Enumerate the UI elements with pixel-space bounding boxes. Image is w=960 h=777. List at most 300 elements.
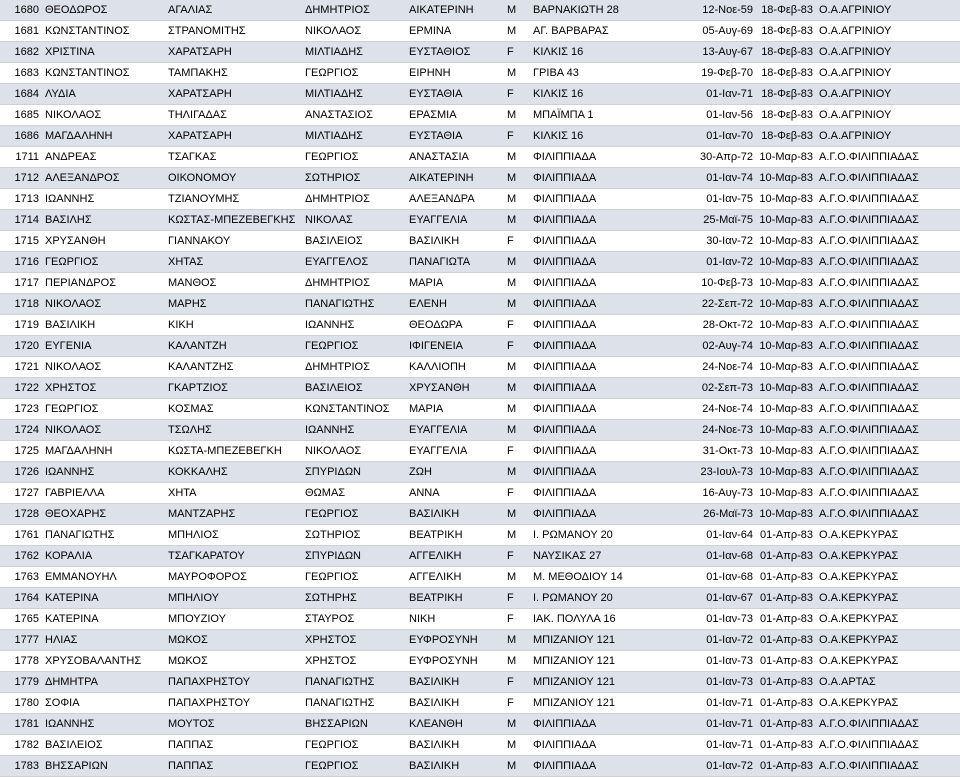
address-cell[interactable]: ΦΙΛΙΠΠΙΑΔΑ <box>530 756 678 777</box>
mother-name-cell[interactable]: ΕΙΡΗΝΗ <box>406 63 504 84</box>
office-cell[interactable]: Α.Γ.Ο.ΦΙΛΙΠΠΙΑΔΑΣ <box>816 147 960 168</box>
first-name-cell[interactable]: ΕΥΓΕΝΙΑ <box>42 336 165 357</box>
father-name-cell[interactable]: ΣΠΥΡΙΔΩΝ <box>302 462 406 483</box>
mother-name-cell[interactable]: ΖΩΗ <box>406 462 504 483</box>
registration-date-cell[interactable]: 01-Απρ-83 <box>756 525 816 546</box>
office-cell[interactable]: Α.Γ.Ο.ΦΙΛΙΠΠΙΑΔΑΣ <box>816 252 960 273</box>
first-name-cell[interactable]: ΒΗΣΣΑΡΙΩΝ <box>42 756 165 777</box>
registration-date-cell[interactable]: 10-Μαρ-83 <box>756 273 816 294</box>
last-name-cell[interactable]: ΜΠΗΛΙΟΣ <box>165 525 302 546</box>
office-cell[interactable]: Α.Γ.Ο.ΦΙΛΙΠΠΙΑΔΑΣ <box>816 168 960 189</box>
last-name-cell[interactable]: ΤΗΛΙΓΑΔΑΣ <box>165 105 302 126</box>
gender-cell[interactable]: M <box>504 378 530 399</box>
mother-name-cell[interactable]: ΒΕΑΤΡΙΚΗ <box>406 525 504 546</box>
registration-date-cell[interactable]: 18-Φεβ-83 <box>756 126 816 147</box>
gender-cell[interactable]: F <box>504 42 530 63</box>
id-cell[interactable]: 1762 <box>0 546 42 567</box>
last-name-cell[interactable]: ΜΩΚΟΣ <box>165 651 302 672</box>
office-cell[interactable]: Α.Γ.Ο.ΦΙΛΙΠΠΙΑΔΑΣ <box>816 504 960 525</box>
gender-cell[interactable]: F <box>504 672 530 693</box>
mother-name-cell[interactable]: ΕΡΑΣΜΙΑ <box>406 105 504 126</box>
birth-date-cell[interactable]: 24-Νοε-74 <box>678 357 756 378</box>
first-name-cell[interactable]: ΝΙΚΟΛΑΟΣ <box>42 105 165 126</box>
father-name-cell[interactable]: ΣΤΑΥΡΟΣ <box>302 609 406 630</box>
registration-date-cell[interactable]: 01-Απρ-83 <box>756 756 816 777</box>
address-cell[interactable]: ΦΙΛΙΠΠΙΑΔΑ <box>530 714 678 735</box>
father-name-cell[interactable]: ΔΗΜΗΤΡΙΟΣ <box>302 273 406 294</box>
birth-date-cell[interactable]: 01-Ιαν-72 <box>678 252 756 273</box>
id-cell[interactable]: 1711 <box>0 147 42 168</box>
father-name-cell[interactable]: ΜΙΛΤΙΑΔΗΣ <box>302 42 406 63</box>
gender-cell[interactable]: M <box>504 420 530 441</box>
office-cell[interactable]: Α.Γ.Ο.ΦΙΛΙΠΠΙΑΔΑΣ <box>816 420 960 441</box>
id-cell[interactable]: 1728 <box>0 504 42 525</box>
last-name-cell[interactable]: ΜΑΡΗΣ <box>165 294 302 315</box>
birth-date-cell[interactable]: 01-Ιαν-71 <box>678 735 756 756</box>
id-cell[interactable]: 1781 <box>0 714 42 735</box>
id-cell[interactable]: 1763 <box>0 567 42 588</box>
last-name-cell[interactable]: ΚΟΚΚΑΛΗΣ <box>165 462 302 483</box>
id-cell[interactable]: 1727 <box>0 483 42 504</box>
gender-cell[interactable]: M <box>504 252 530 273</box>
registration-date-cell[interactable]: 10-Μαρ-83 <box>756 462 816 483</box>
birth-date-cell[interactable]: 01-Ιαν-71 <box>678 693 756 714</box>
last-name-cell[interactable]: ΚΩΣΤΑ-ΜΠΕΖΕΒΕΓΚΗ <box>165 441 302 462</box>
registration-date-cell[interactable]: 01-Απρ-83 <box>756 609 816 630</box>
birth-date-cell[interactable]: 25-Μαϊ-75 <box>678 210 756 231</box>
address-cell[interactable]: ΦΙΛΙΠΠΙΑΔΑ <box>530 378 678 399</box>
id-cell[interactable]: 1686 <box>0 126 42 147</box>
id-cell[interactable]: 1780 <box>0 693 42 714</box>
birth-date-cell[interactable]: 01-Ιαν-72 <box>678 756 756 777</box>
last-name-cell[interactable]: ΠΑΠΠΑΣ <box>165 756 302 777</box>
registration-date-cell[interactable]: 10-Μαρ-83 <box>756 231 816 252</box>
address-cell[interactable]: ΦΙΛΙΠΠΙΑΔΑ <box>530 441 678 462</box>
father-name-cell[interactable]: ΚΩΝΣΤΑΝΤΙΝΟΣ <box>302 399 406 420</box>
address-cell[interactable]: ΦΙΛΙΠΠΙΑΔΑ <box>530 483 678 504</box>
last-name-cell[interactable]: ΤΣΩΛΗΣ <box>165 420 302 441</box>
birth-date-cell[interactable]: 01-Ιαν-74 <box>678 168 756 189</box>
first-name-cell[interactable]: ΕΜΜΑΝΟΥΗΛ <box>42 567 165 588</box>
mother-name-cell[interactable]: ΒΑΣΙΛΙΚΗ <box>406 672 504 693</box>
address-cell[interactable]: ΚΙΛΚΙΣ 16 <box>530 126 678 147</box>
birth-date-cell[interactable]: 30-Απρ-72 <box>678 147 756 168</box>
office-cell[interactable]: Ο.Α.ΚΕΡΚΥΡΑΣ <box>816 630 960 651</box>
first-name-cell[interactable]: ΚΩΝΣΤΑΝΤΙΝΟΣ <box>42 21 165 42</box>
father-name-cell[interactable]: ΒΑΣΙΛΕΙΟΣ <box>302 231 406 252</box>
last-name-cell[interactable]: ΜΟΥΤΟΣ <box>165 714 302 735</box>
gender-cell[interactable]: M <box>504 756 530 777</box>
father-name-cell[interactable]: ΠΑΝΑΓΙΩΤΗΣ <box>302 672 406 693</box>
registration-date-cell[interactable]: 10-Μαρ-83 <box>756 441 816 462</box>
first-name-cell[interactable]: ΔΗΜΗΤΡΑ <box>42 672 165 693</box>
gender-cell[interactable]: M <box>504 105 530 126</box>
first-name-cell[interactable]: ΚΑΤΕΡΙΝΑ <box>42 588 165 609</box>
office-cell[interactable]: Ο.Α.ΚΕΡΚΥΡΑΣ <box>816 567 960 588</box>
id-cell[interactable]: 1779 <box>0 672 42 693</box>
last-name-cell[interactable]: ΚΙΚΗ <box>165 315 302 336</box>
first-name-cell[interactable]: ΜΑΓΔΑΛΗΝΗ <box>42 126 165 147</box>
office-cell[interactable]: Α.Γ.Ο.ΦΙΛΙΠΠΙΑΔΑΣ <box>816 210 960 231</box>
registration-date-cell[interactable]: 01-Απρ-83 <box>756 735 816 756</box>
registration-date-cell[interactable]: 10-Μαρ-83 <box>756 189 816 210</box>
office-cell[interactable]: Α.Γ.Ο.ΦΙΛΙΠΠΙΑΔΑΣ <box>816 231 960 252</box>
gender-cell[interactable]: F <box>504 231 530 252</box>
registration-date-cell[interactable]: 18-Φεβ-83 <box>756 0 816 21</box>
mother-name-cell[interactable]: ΒΕΑΤΡΙΚΗ <box>406 588 504 609</box>
mother-name-cell[interactable]: ΠΑΝΑΓΙΩΤΑ <box>406 252 504 273</box>
first-name-cell[interactable]: ΚΑΤΕΡΙΝΑ <box>42 609 165 630</box>
id-cell[interactable]: 1724 <box>0 420 42 441</box>
birth-date-cell[interactable]: 01-Ιαν-75 <box>678 189 756 210</box>
father-name-cell[interactable]: ΧΡΗΣΤΟΣ <box>302 651 406 672</box>
office-cell[interactable]: Ο.Α.ΑΓΡΙΝΙΟΥ <box>816 63 960 84</box>
father-name-cell[interactable]: ΣΩΤΗΡΙΟΣ <box>302 525 406 546</box>
registration-date-cell[interactable]: 10-Μαρ-83 <box>756 399 816 420</box>
office-cell[interactable]: Ο.Α.ΚΕΡΚΥΡΑΣ <box>816 609 960 630</box>
registration-date-cell[interactable]: 18-Φεβ-83 <box>756 105 816 126</box>
father-name-cell[interactable]: ΝΙΚΟΛΑΟΣ <box>302 441 406 462</box>
id-cell[interactable]: 1716 <box>0 252 42 273</box>
father-name-cell[interactable]: ΔΗΜΗΤΡΙΟΣ <box>302 357 406 378</box>
registration-date-cell[interactable]: 18-Φεβ-83 <box>756 84 816 105</box>
office-cell[interactable]: Α.Γ.Ο.ΦΙΛΙΠΠΙΑΔΑΣ <box>816 756 960 777</box>
father-name-cell[interactable]: ΓΕΩΡΓΙΟΣ <box>302 63 406 84</box>
last-name-cell[interactable]: ΓΚΑΡΤΖΙΟΣ <box>165 378 302 399</box>
first-name-cell[interactable]: ΗΛΙΑΣ <box>42 630 165 651</box>
mother-name-cell[interactable]: ΑΙΚΑΤΕΡΙΝΗ <box>406 0 504 21</box>
registration-date-cell[interactable]: 10-Μαρ-83 <box>756 252 816 273</box>
father-name-cell[interactable]: ΓΕΩΡΓΙΟΣ <box>302 336 406 357</box>
father-name-cell[interactable]: ΕΥΑΓΓΕΛΟΣ <box>302 252 406 273</box>
father-name-cell[interactable]: ΙΩΑΝΝΗΣ <box>302 420 406 441</box>
last-name-cell[interactable]: ΜΩΚΟΣ <box>165 630 302 651</box>
first-name-cell[interactable]: ΝΙΚΟΛΑΟΣ <box>42 420 165 441</box>
address-cell[interactable]: ΦΙΛΙΠΠΙΑΔΑ <box>530 399 678 420</box>
registration-date-cell[interactable]: 10-Μαρ-83 <box>756 336 816 357</box>
office-cell[interactable]: Ο.Α.ΑΓΡΙΝΙΟΥ <box>816 0 960 21</box>
last-name-cell[interactable]: ΤΣΑΓΚΑΣ <box>165 147 302 168</box>
registration-date-cell[interactable]: 18-Φεβ-83 <box>756 42 816 63</box>
mother-name-cell[interactable]: ΕΥΣΤΑΘΙΑ <box>406 84 504 105</box>
gender-cell[interactable]: M <box>504 462 530 483</box>
last-name-cell[interactable]: ΓΙΑΝΝΑΚΟΥ <box>165 231 302 252</box>
father-name-cell[interactable]: ΔΗΜΗΤΡΙΟΣ <box>302 0 406 21</box>
address-cell[interactable]: ΦΙΛΙΠΠΙΑΔΑ <box>530 420 678 441</box>
address-cell[interactable]: ΦΙΛΙΠΠΙΑΔΑ <box>530 252 678 273</box>
birth-date-cell[interactable]: 01-Ιαν-71 <box>678 84 756 105</box>
registration-date-cell[interactable]: 01-Απρ-83 <box>756 588 816 609</box>
first-name-cell[interactable]: ΘΕΟΧΑΡΗΣ <box>42 504 165 525</box>
mother-name-cell[interactable]: ΕΥΑΓΓΕΛΙΑ <box>406 210 504 231</box>
gender-cell[interactable]: M <box>504 294 530 315</box>
father-name-cell[interactable]: ΓΕΩΡΓΙΟΣ <box>302 147 406 168</box>
birth-date-cell[interactable]: 26-Μαϊ-73 <box>678 504 756 525</box>
father-name-cell[interactable]: ΙΩΑΝΝΗΣ <box>302 315 406 336</box>
address-cell[interactable]: Ι. ΡΩΜΑΝΟΥ 20 <box>530 588 678 609</box>
last-name-cell[interactable]: ΟΙΚΟΝΟΜΟΥ <box>165 168 302 189</box>
office-cell[interactable]: Ο.Α.ΚΕΡΚΥΡΑΣ <box>816 546 960 567</box>
birth-date-cell[interactable]: 22-Σεπ-72 <box>678 294 756 315</box>
mother-name-cell[interactable]: ΧΡΥΣΑΝΘΗ <box>406 378 504 399</box>
gender-cell[interactable]: M <box>504 189 530 210</box>
last-name-cell[interactable]: ΚΟΣΜΑΣ <box>165 399 302 420</box>
first-name-cell[interactable]: ΧΡΗΣΤΟΣ <box>42 378 165 399</box>
address-cell[interactable]: ΚΙΛΚΙΣ 16 <box>530 42 678 63</box>
last-name-cell[interactable]: ΤΖΙΑΝΟΥΜΗΣ <box>165 189 302 210</box>
mother-name-cell[interactable]: ΜΑΡΙΑ <box>406 399 504 420</box>
registration-date-cell[interactable]: 10-Μαρ-83 <box>756 357 816 378</box>
registration-date-cell[interactable]: 01-Απρ-83 <box>756 693 816 714</box>
office-cell[interactable]: Ο.Α.ΑΓΡΙΝΙΟΥ <box>816 126 960 147</box>
gender-cell[interactable]: F <box>504 693 530 714</box>
id-cell[interactable]: 1685 <box>0 105 42 126</box>
mother-name-cell[interactable]: ΑΛΕΞΑΝΔΡΑ <box>406 189 504 210</box>
registration-date-cell[interactable]: 01-Απρ-83 <box>756 714 816 735</box>
first-name-cell[interactable]: ΓΕΩΡΓΙΟΣ <box>42 399 165 420</box>
office-cell[interactable]: Α.Γ.Ο.ΦΙΛΙΠΠΙΑΔΑΣ <box>816 378 960 399</box>
mother-name-cell[interactable]: ΕΥΣΤΑΘΙΑ <box>406 126 504 147</box>
first-name-cell[interactable]: ΧΡΥΣΑΝΘΗ <box>42 231 165 252</box>
father-name-cell[interactable]: ΓΕΩΡΓΙΟΣ <box>302 567 406 588</box>
father-name-cell[interactable]: ΜΙΛΤΙΑΔΗΣ <box>302 126 406 147</box>
first-name-cell[interactable]: ΓΑΒΡΙΕΛΛΑ <box>42 483 165 504</box>
first-name-cell[interactable]: ΒΑΣΙΛΙΚΗ <box>42 315 165 336</box>
gender-cell[interactable]: F <box>504 126 530 147</box>
mother-name-cell[interactable]: ΕΡΜΙΝΑ <box>406 21 504 42</box>
office-cell[interactable]: Ο.Α.ΚΕΡΚΥΡΑΣ <box>816 651 960 672</box>
address-cell[interactable]: ΜΠΙΖΑΝΙΟΥ 121 <box>530 630 678 651</box>
birth-date-cell[interactable]: 16-Αυγ-73 <box>678 483 756 504</box>
gender-cell[interactable]: M <box>504 63 530 84</box>
birth-date-cell[interactable]: 01-Ιαν-70 <box>678 126 756 147</box>
last-name-cell[interactable]: ΤΑΜΠΑΚΗΣ <box>165 63 302 84</box>
mother-name-cell[interactable]: ΕΥΦΡΟΣΥΝΗ <box>406 630 504 651</box>
gender-cell[interactable]: F <box>504 336 530 357</box>
first-name-cell[interactable]: ΙΩΑΝΝΗΣ <box>42 462 165 483</box>
birth-date-cell[interactable]: 10-Φεβ-73 <box>678 273 756 294</box>
first-name-cell[interactable]: ΘΕΟΔΩΡΟΣ <box>42 0 165 21</box>
mother-name-cell[interactable]: ΒΑΣΙΛΙΚΗ <box>406 756 504 777</box>
office-cell[interactable]: Ο.Α.ΚΕΡΚΥΡΑΣ <box>816 693 960 714</box>
gender-cell[interactable]: M <box>504 168 530 189</box>
mother-name-cell[interactable]: ΒΑΣΙΛΙΚΗ <box>406 504 504 525</box>
father-name-cell[interactable]: ΔΗΜΗΤΡΙΟΣ <box>302 189 406 210</box>
first-name-cell[interactable]: ΙΩΑΝΝΗΣ <box>42 189 165 210</box>
address-cell[interactable]: ΓΡΙΒΑ 43 <box>530 63 678 84</box>
gender-cell[interactable]: F <box>504 546 530 567</box>
mother-name-cell[interactable]: ΕΥΑΓΓΕΛΙΑ <box>406 420 504 441</box>
id-cell[interactable]: 1723 <box>0 399 42 420</box>
gender-cell[interactable]: F <box>504 483 530 504</box>
father-name-cell[interactable]: ΘΩΜΑΣ <box>302 483 406 504</box>
father-name-cell[interactable]: ΒΑΣΙΛΕΙΟΣ <box>302 378 406 399</box>
registration-date-cell[interactable]: 18-Φεβ-83 <box>756 63 816 84</box>
office-cell[interactable]: Α.Γ.Ο.ΦΙΛΙΠΠΙΑΔΑΣ <box>816 735 960 756</box>
last-name-cell[interactable]: ΠΑΠΠΑΣ <box>165 735 302 756</box>
birth-date-cell[interactable]: 12-Νοε-59 <box>678 0 756 21</box>
office-cell[interactable]: Ο.Α.ΑΡΤΑΣ <box>816 672 960 693</box>
first-name-cell[interactable]: ΛΥΔΙΑ <box>42 84 165 105</box>
id-cell[interactable]: 1713 <box>0 189 42 210</box>
father-name-cell[interactable]: ΓΕΩΡΓΙΟΣ <box>302 756 406 777</box>
office-cell[interactable]: Α.Γ.Ο.ΦΙΛΙΠΠΙΑΔΑΣ <box>816 441 960 462</box>
first-name-cell[interactable]: ΚΩΝΣΤΑΝΤΙΝΟΣ <box>42 63 165 84</box>
id-cell[interactable]: 1718 <box>0 294 42 315</box>
mother-name-cell[interactable]: ΘΕΟΔΩΡΑ <box>406 315 504 336</box>
id-cell[interactable]: 1778 <box>0 651 42 672</box>
first-name-cell[interactable]: ΣΟΦΙΑ <box>42 693 165 714</box>
registration-date-cell[interactable]: 10-Μαρ-83 <box>756 504 816 525</box>
gender-cell[interactable]: F <box>504 441 530 462</box>
first-name-cell[interactable]: ΒΑΣΙΛΕΙΟΣ <box>42 735 165 756</box>
address-cell[interactable]: ΜΠΙΖΑΝΙΟΥ 121 <box>530 651 678 672</box>
id-cell[interactable]: 1714 <box>0 210 42 231</box>
address-cell[interactable]: ΦΙΛΙΠΠΙΑΔΑ <box>530 462 678 483</box>
birth-date-cell[interactable]: 13-Αυγ-67 <box>678 42 756 63</box>
last-name-cell[interactable]: ΧΗΤΑΣ <box>165 252 302 273</box>
birth-date-cell[interactable]: 28-Οκτ-72 <box>678 315 756 336</box>
gender-cell[interactable]: F <box>504 588 530 609</box>
mother-name-cell[interactable]: ΕΥΣΤΑΘΙΟΣ <box>406 42 504 63</box>
last-name-cell[interactable]: ΑΓΑΛΙΑΣ <box>165 0 302 21</box>
office-cell[interactable]: Ο.Α.ΚΕΡΚΥΡΑΣ <box>816 525 960 546</box>
id-cell[interactable]: 1765 <box>0 609 42 630</box>
last-name-cell[interactable]: ΜΑΝΤΖΑΡΗΣ <box>165 504 302 525</box>
address-cell[interactable]: ΦΙΛΙΠΠΙΑΔΑ <box>530 168 678 189</box>
mother-name-cell[interactable]: ΕΥΑΓΓΕΛΙΑ <box>406 441 504 462</box>
id-cell[interactable]: 1777 <box>0 630 42 651</box>
father-name-cell[interactable]: ΧΡΗΣΤΟΣ <box>302 630 406 651</box>
birth-date-cell[interactable]: 01-Ιαν-73 <box>678 651 756 672</box>
gender-cell[interactable]: M <box>504 273 530 294</box>
id-cell[interactable]: 1719 <box>0 315 42 336</box>
mother-name-cell[interactable]: ΑΙΚΑΤΕΡΙΝΗ <box>406 168 504 189</box>
father-name-cell[interactable]: ΜΙΛΤΙΑΔΗΣ <box>302 84 406 105</box>
first-name-cell[interactable]: ΚΟΡΑΛΙΑ <box>42 546 165 567</box>
birth-date-cell[interactable]: 02-Σεπ-73 <box>678 378 756 399</box>
mother-name-cell[interactable]: ΑΝΑΣΤΑΣΙΑ <box>406 147 504 168</box>
first-name-cell[interactable]: ΝΙΚΟΛΑΟΣ <box>42 294 165 315</box>
address-cell[interactable]: ΦΙΛΙΠΠΙΑΔΑ <box>530 147 678 168</box>
father-name-cell[interactable]: ΠΑΝΑΓΙΩΤΗΣ <box>302 693 406 714</box>
first-name-cell[interactable]: ΑΛΕΞΑΝΔΡΟΣ <box>42 168 165 189</box>
office-cell[interactable]: Ο.Α.ΑΓΡΙΝΙΟΥ <box>816 105 960 126</box>
registration-date-cell[interactable]: 01-Απρ-83 <box>756 546 816 567</box>
first-name-cell[interactable]: ΓΕΩΡΓΙΟΣ <box>42 252 165 273</box>
id-cell[interactable]: 1722 <box>0 378 42 399</box>
birth-date-cell[interactable]: 05-Αυγ-69 <box>678 21 756 42</box>
birth-date-cell[interactable]: 01-Ιαν-64 <box>678 525 756 546</box>
last-name-cell[interactable]: ΤΣΑΓΚΑΡΑΤΟΥ <box>165 546 302 567</box>
gender-cell[interactable]: M <box>504 714 530 735</box>
gender-cell[interactable]: M <box>504 504 530 525</box>
mother-name-cell[interactable]: ΚΛΕΑΝΘΗ <box>406 714 504 735</box>
first-name-cell[interactable]: ΠΕΡΙΑΝΔΡΟΣ <box>42 273 165 294</box>
id-cell[interactable]: 1717 <box>0 273 42 294</box>
father-name-cell[interactable]: ΝΙΚΟΛΑΣ <box>302 210 406 231</box>
id-cell[interactable]: 1715 <box>0 231 42 252</box>
birth-date-cell[interactable]: 30-Ιαν-72 <box>678 231 756 252</box>
address-cell[interactable]: ΦΙΛΙΠΠΙΑΔΑ <box>530 189 678 210</box>
address-cell[interactable]: ΦΙΛΙΠΠΙΑΔΑ <box>530 315 678 336</box>
birth-date-cell[interactable]: 31-Οκτ-73 <box>678 441 756 462</box>
last-name-cell[interactable]: ΜΑΥΡΟΦΟΡΟΣ <box>165 567 302 588</box>
registration-date-cell[interactable]: 10-Μαρ-83 <box>756 315 816 336</box>
father-name-cell[interactable]: ΣΩΤΗΡΙΟΣ <box>302 168 406 189</box>
office-cell[interactable]: Α.Γ.Ο.ΦΙΛΙΠΠΙΑΔΑΣ <box>816 315 960 336</box>
last-name-cell[interactable]: ΚΑΛΑΝΤΖΗ <box>165 336 302 357</box>
birth-date-cell[interactable]: 01-Ιαν-73 <box>678 672 756 693</box>
office-cell[interactable]: Α.Γ.Ο.ΦΙΛΙΠΠΙΑΔΑΣ <box>816 294 960 315</box>
id-cell[interactable]: 1720 <box>0 336 42 357</box>
father-name-cell[interactable]: ΓΕΩΡΓΙΟΣ <box>302 735 406 756</box>
first-name-cell[interactable]: ΠΑΝΑΓΙΩΤΗΣ <box>42 525 165 546</box>
father-name-cell[interactable]: ΣΩΤΗΡΗΣ <box>302 588 406 609</box>
address-cell[interactable]: ΜΠΙΖΑΝΙΟΥ 121 <box>530 693 678 714</box>
father-name-cell[interactable]: ΓΕΩΡΓΙΟΣ <box>302 504 406 525</box>
office-cell[interactable]: Α.Γ.Ο.ΦΙΛΙΠΠΙΑΔΑΣ <box>816 273 960 294</box>
birth-date-cell[interactable]: 24-Νοε-74 <box>678 399 756 420</box>
address-cell[interactable]: ΦΙΛΙΠΠΙΑΔΑ <box>530 336 678 357</box>
registration-date-cell[interactable]: 01-Απρ-83 <box>756 672 816 693</box>
gender-cell[interactable]: F <box>504 609 530 630</box>
birth-date-cell[interactable]: 01-Ιαν-56 <box>678 105 756 126</box>
mother-name-cell[interactable]: ΒΑΣΙΛΙΚΗ <box>406 231 504 252</box>
id-cell[interactable]: 1712 <box>0 168 42 189</box>
mother-name-cell[interactable]: ΜΑΡΙΑ <box>406 273 504 294</box>
first-name-cell[interactable]: ΝΙΚΟΛΑΟΣ <box>42 357 165 378</box>
birth-date-cell[interactable]: 01-Ιαν-68 <box>678 567 756 588</box>
last-name-cell[interactable]: ΧΑΡΑΤΣΑΡΗ <box>165 84 302 105</box>
father-name-cell[interactable]: ΒΗΣΣΑΡΙΩΝ <box>302 714 406 735</box>
gender-cell[interactable]: M <box>504 147 530 168</box>
first-name-cell[interactable]: ΧΡΥΣΟΒΑΛΑΝΤΗΣ <box>42 651 165 672</box>
registration-date-cell[interactable]: 01-Απρ-83 <box>756 651 816 672</box>
mother-name-cell[interactable]: ΒΑΣΙΛΙΚΗ <box>406 693 504 714</box>
id-cell[interactable]: 1683 <box>0 63 42 84</box>
first-name-cell[interactable]: ΜΑΓΔΑΛΗΝΗ <box>42 441 165 462</box>
id-cell[interactable]: 1681 <box>0 21 42 42</box>
last-name-cell[interactable]: ΧΑΡΑΤΣΑΡΗ <box>165 126 302 147</box>
last-name-cell[interactable]: ΚΩΣΤΑΣ-ΜΠΕΖΕΒΕΓΚΗΣ <box>165 210 302 231</box>
mother-name-cell[interactable]: ΕΛΕΝΗ <box>406 294 504 315</box>
address-cell[interactable]: ΦΙΛΙΠΠΙΑΔΑ <box>530 357 678 378</box>
registration-date-cell[interactable]: 10-Μαρ-83 <box>756 294 816 315</box>
gender-cell[interactable]: M <box>504 651 530 672</box>
id-cell[interactable]: 1680 <box>0 0 42 21</box>
id-cell[interactable]: 1726 <box>0 462 42 483</box>
registration-date-cell[interactable]: 10-Μαρ-83 <box>756 483 816 504</box>
id-cell[interactable]: 1684 <box>0 84 42 105</box>
address-cell[interactable]: ΦΙΛΙΠΠΙΑΔΑ <box>530 294 678 315</box>
birth-date-cell[interactable]: 01-Ιαν-68 <box>678 546 756 567</box>
last-name-cell[interactable]: ΧΑΡΑΤΣΑΡΗ <box>165 42 302 63</box>
mother-name-cell[interactable]: ΒΑΣΙΛΙΚΗ <box>406 735 504 756</box>
address-cell[interactable]: ΦΙΛΙΠΠΙΑΔΑ <box>530 210 678 231</box>
id-cell[interactable]: 1721 <box>0 357 42 378</box>
address-cell[interactable]: ΙΑΚ. ΠΟΛΥΛΑ 16 <box>530 609 678 630</box>
office-cell[interactable]: Ο.Α.ΚΕΡΚΥΡΑΣ <box>816 588 960 609</box>
office-cell[interactable]: Ο.Α.ΑΓΡΙΝΙΟΥ <box>816 84 960 105</box>
birth-date-cell[interactable]: 01-Ιαν-71 <box>678 714 756 735</box>
address-cell[interactable]: ΝΑΥΣΙΚΑΣ 27 <box>530 546 678 567</box>
father-name-cell[interactable]: ΣΠΥΡΙΔΩΝ <box>302 546 406 567</box>
gender-cell[interactable]: M <box>504 399 530 420</box>
id-cell[interactable]: 1782 <box>0 735 42 756</box>
address-cell[interactable]: ΒΑΡΝΑΚΙΩΤΗ 28 <box>530 0 678 21</box>
mother-name-cell[interactable]: ΑΓΓΕΛΙΚΗ <box>406 546 504 567</box>
